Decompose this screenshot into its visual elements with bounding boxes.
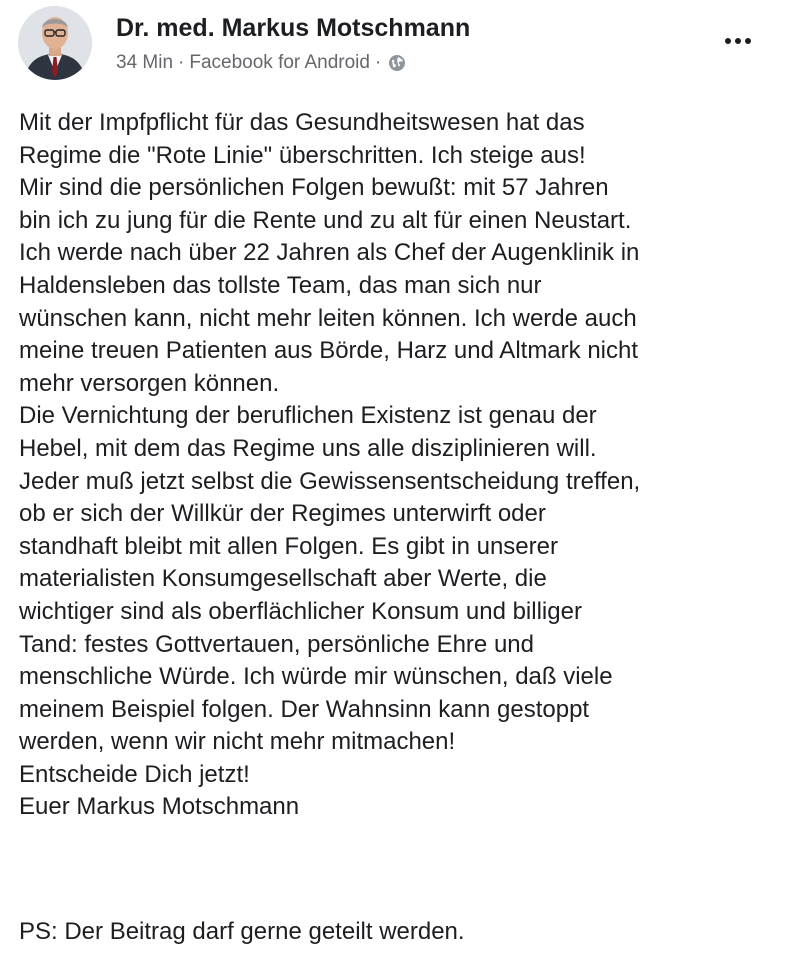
- post-meta: [116, 52, 406, 74]
- post-body-line: Die Vernichtung der beruflichen Existenz ist genau der: [19, 402, 597, 430]
- post-time[interactable]: 34 Min: [116, 52, 174, 73]
- post-postscript: PS: Der Beitrag darf gerne geteilt werden.: [19, 918, 465, 945]
- post-body-line: Mit der Impfpflicht für das Gesundheitswesen hat das: [19, 109, 585, 136]
- post-body-line: meinem Beispiel folgen. Der Wahnsinn kann gestoppt: [19, 695, 590, 723]
- more-options-icon: [725, 38, 731, 44]
- post-body-line: Haldensleben das tollste Team, das man sich nur: [19, 271, 542, 299]
- post-body-line: menschliche Würde. Ich würde mir wünschen, daß viele: [19, 663, 613, 691]
- post-body-line: Regime die "Rote Linie" überschritten. Ich steige aus!: [19, 141, 586, 169]
- post-body-line: mehr versorgen können.: [19, 369, 280, 397]
- post-body-line: Mir sind die persönlichen Folgen bewußt: mit 57 Jahren: [19, 174, 609, 202]
- globe-icon[interactable]: [388, 54, 406, 72]
- avatar[interactable]: [18, 6, 92, 80]
- post-body-line: Entscheide Dich jetzt!: [19, 760, 250, 788]
- author-name[interactable]: Dr. med. Markus Motschmann: [116, 14, 471, 42]
- post-body-line: bin ich zu jung für die Rente und zu alt für einen Neustart.: [19, 206, 632, 234]
- post-body-line: meine treuen Patienten aus Börde, Harz und Altmark nicht: [19, 337, 639, 365]
- post-body-line: wünschen kann, nicht mehr leiten können. Ich werde auch: [19, 304, 637, 332]
- more-options-icon: [735, 38, 741, 44]
- post-body-line: Ich werde nach über 22 Jahren als Chef der Augenklinik in: [19, 239, 640, 267]
- post-body: [19, 107, 779, 824]
- post-body-line: Euer Markus Motschmann: [19, 793, 300, 821]
- post-body-line: standhaft bleibt mit allen Folgen. Es gibt in unserer: [19, 532, 558, 560]
- more-options-button[interactable]: [716, 26, 760, 56]
- post-body-line: ob er sich der Willkür der Regimes unterwirft oder: [19, 500, 546, 528]
- more-options-icon: [745, 38, 751, 44]
- post-body-line: materialisten Konsumgesellschaft aber Werte, die: [19, 565, 547, 593]
- post-body-line: wichtiger sind als oberflächlicher Konsum und billiger: [19, 597, 582, 625]
- meta-separator: ·: [178, 52, 185, 73]
- post-body-line: werden, wenn wir nicht mehr mitmachen!: [19, 728, 456, 756]
- meta-separator: ·: [374, 52, 382, 73]
- post-source: Facebook for Android: [189, 52, 370, 73]
- avatar-image: [18, 6, 92, 80]
- post-body-line: Jeder muß jetzt selbst die Gewissensentscheidung treffen,: [19, 467, 641, 495]
- post-header: [18, 6, 768, 86]
- post-body-line: Tand: festes Gottvertauen, persönliche Ehre und: [19, 630, 534, 658]
- post-body-line: Hebel, mit dem das Regime uns alle disziplinieren will.: [19, 434, 597, 462]
